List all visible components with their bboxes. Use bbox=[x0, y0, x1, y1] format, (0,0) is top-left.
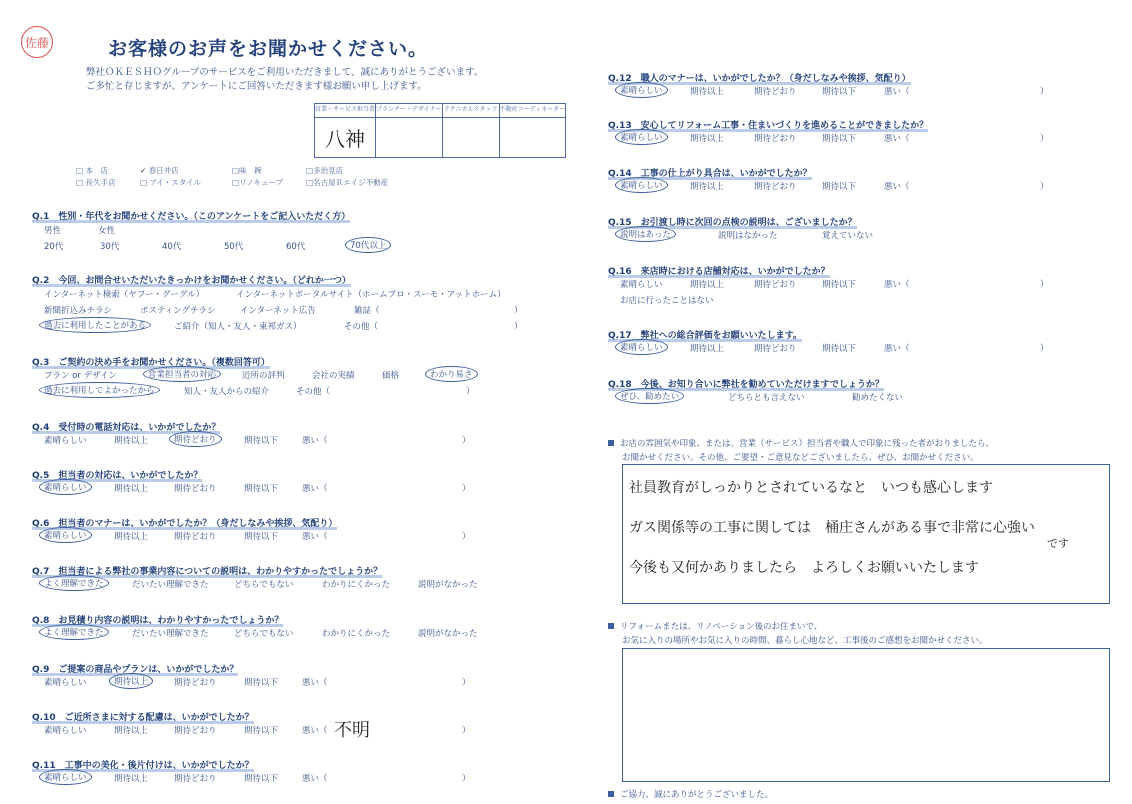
option-selected[interactable]: よく理解できた bbox=[39, 624, 109, 640]
option[interactable]: 知人・友人からの紹介 bbox=[184, 387, 270, 397]
option-close: ） bbox=[1040, 344, 1049, 354]
option[interactable]: わかりにくかった bbox=[322, 580, 391, 590]
question-q2 bbox=[32, 268, 572, 334]
option-close: ） bbox=[1040, 87, 1049, 97]
option-close: ） bbox=[514, 306, 523, 316]
option[interactable]: だいたい理解できた bbox=[132, 629, 209, 639]
question-text: Q.17 弊社への総合評価をお願いいたします。 bbox=[608, 328, 802, 342]
option[interactable]: だいたい理解できた bbox=[132, 580, 209, 590]
option-selected[interactable]: 素晴らしい bbox=[39, 479, 92, 495]
option[interactable]: 悪い（ bbox=[884, 87, 910, 97]
option[interactable]: 素晴らしい bbox=[620, 280, 663, 290]
option[interactable]: 期待以下 bbox=[244, 726, 279, 736]
question-q16 bbox=[608, 259, 1108, 309]
option[interactable]: 期待どおり bbox=[174, 774, 217, 784]
footer-thanks: ご協力、誠にありがとうございました。 bbox=[608, 788, 773, 800]
option[interactable]: どちらとも言えない bbox=[728, 393, 805, 403]
question-text: Q.4 受付時の電話対応は、いかがでしたか？ bbox=[32, 420, 220, 434]
option[interactable]: 近所の評判 bbox=[242, 371, 285, 381]
option[interactable]: 40代 bbox=[162, 242, 182, 252]
option-close: ） bbox=[1040, 280, 1049, 290]
option[interactable]: 期待以上 bbox=[690, 134, 725, 144]
option[interactable]: 期待以下 bbox=[822, 87, 857, 97]
question-text: Q.3 ご契約の決め手をお聞かせください。（複数回答可） bbox=[32, 355, 270, 369]
option-selected[interactable]: 素晴らしい bbox=[615, 339, 668, 355]
option[interactable]: 期待どおり bbox=[754, 280, 797, 290]
option[interactable]: どちらでもない bbox=[234, 580, 294, 590]
question-q5 bbox=[32, 463, 572, 499]
staff-cell bbox=[499, 118, 566, 158]
option-selected[interactable]: 営業担当者の対応 bbox=[143, 366, 221, 382]
option[interactable]: 説明がなかった bbox=[418, 629, 478, 639]
option-selected[interactable]: 素晴らしい bbox=[615, 129, 668, 145]
question-text: Q.14 工事の仕上がり具合は、いかがでしたか？ bbox=[608, 166, 812, 180]
option[interactable]: 期待以下 bbox=[822, 134, 857, 144]
option[interactable]: 勧めたくない bbox=[852, 393, 904, 403]
staff-cell bbox=[376, 118, 443, 158]
option[interactable]: 新聞折込みチラシ bbox=[44, 306, 113, 316]
staff-header: 営業・サービス担当者 bbox=[315, 104, 376, 118]
question-text: Q.10 ご近所さまに対する配慮は、いかがでしたか？ bbox=[32, 710, 254, 724]
option[interactable]: 期待以下 bbox=[244, 678, 279, 688]
question-text: Q.11 工事中の美化・後片付けは、いかがでしたか？ bbox=[32, 758, 254, 772]
staff-header: 不動産コーディネーター bbox=[499, 104, 566, 118]
option-close: ） bbox=[462, 436, 471, 446]
option[interactable]: 悪い（ bbox=[302, 774, 328, 784]
option[interactable]: 男性 bbox=[44, 226, 62, 236]
page-title: お客様のお声をお聞かせください。 bbox=[108, 38, 429, 60]
question-q9 bbox=[32, 657, 572, 693]
option[interactable]: 期待以下 bbox=[244, 774, 279, 784]
option-selected[interactable]: 期待どおり bbox=[169, 431, 222, 447]
option[interactable]: 説明はなかった bbox=[718, 231, 778, 241]
option[interactable]: インターネット検索（ヤフー・グーグル） bbox=[44, 290, 205, 300]
question-text: Q.5 担当者の対応は、いかがでしたか？ bbox=[32, 468, 202, 482]
option-close: ） bbox=[462, 726, 471, 736]
option[interactable]: 期待どおり bbox=[754, 344, 797, 354]
question-text: Q.1 性別・年代をお聞かせください。（このアンケートをご記入いただく方） bbox=[32, 209, 350, 223]
question-text: Q.15 お引渡し時に次回の点検の説明は、ございましたか？ bbox=[608, 215, 857, 229]
option[interactable]: 期待以上 bbox=[690, 87, 725, 97]
option[interactable]: 期待以下 bbox=[244, 532, 279, 542]
comment-prompt-1: お店の雰囲気や印象、または、営業（サービス）担当者や職人で印象に残った者がおりましたら、 bbox=[608, 437, 994, 449]
question-q7 bbox=[32, 559, 572, 595]
question-q8 bbox=[32, 608, 572, 644]
option-close: ） bbox=[514, 322, 523, 332]
option[interactable]: 期待以上 bbox=[690, 280, 725, 290]
question-q6 bbox=[32, 511, 572, 547]
option[interactable]: 悪い（ bbox=[302, 678, 328, 688]
option-selected[interactable]: 素晴らしい bbox=[39, 527, 92, 543]
option[interactable]: 期待以下 bbox=[822, 344, 857, 354]
question-text: Q.6 担当者のマナーは、いかがでしたか？（身だしなみや挨拶、気配り） bbox=[32, 516, 337, 530]
option[interactable]: その他（ bbox=[344, 322, 379, 332]
option[interactable]: 説明がなかった bbox=[418, 580, 478, 590]
seal-stamp: 佐藤 bbox=[21, 26, 53, 58]
question-q4 bbox=[32, 415, 572, 451]
option[interactable]: 60代 bbox=[286, 242, 306, 252]
comment-prompt-2b: お気に入りの場所やお気に入りの時間、暮らし心地など、工事後のご感想をお聞かせください。 bbox=[622, 636, 988, 646]
question-text: Q.16 来店時における店舗対応は、いかがでしたか？ bbox=[608, 264, 830, 278]
staff-header: プランナー・デザイナー bbox=[376, 104, 443, 118]
option[interactable]: ポスティングチラシ bbox=[140, 306, 216, 316]
option[interactable]: 素晴らしい bbox=[44, 436, 87, 446]
staff-header: テクニカルスタッフ bbox=[442, 104, 499, 118]
option[interactable]: 雑誌（ bbox=[354, 306, 380, 316]
option[interactable]: 期待以上 bbox=[114, 436, 149, 446]
intro-line-2: ご多忙と存じますが、アンケートにご回答いただきます様お願い申し上げます。 bbox=[86, 81, 427, 92]
question-text: Q.2 今回、お問合せいただいたきっかけをお聞かせください。（どれか一つ） bbox=[32, 273, 351, 287]
option[interactable]: 女性 bbox=[98, 226, 116, 236]
option-close: ） bbox=[462, 532, 471, 542]
option-selected[interactable]: 素晴らしい bbox=[615, 177, 668, 193]
option[interactable]: 期待どおり bbox=[754, 87, 797, 97]
option[interactable]: 素晴らしい bbox=[44, 726, 87, 736]
option[interactable]: 覚えていない bbox=[822, 231, 874, 241]
question-q11 bbox=[32, 753, 572, 789]
option[interactable]: 悪い（ bbox=[302, 484, 328, 494]
option-selected[interactable]: よく理解できた bbox=[39, 575, 109, 591]
comment-prompt-2: リフォームまたは、リノベーション後のお住まいで、 bbox=[608, 620, 822, 632]
option[interactable]: どちらでもない bbox=[234, 629, 294, 639]
question-q17 bbox=[608, 323, 1108, 359]
option-selected[interactable]: 70代以上 bbox=[345, 237, 391, 253]
option[interactable]: 期待以下 bbox=[244, 436, 279, 446]
option[interactable]: プラン or デザイン bbox=[44, 371, 118, 381]
bullet-icon bbox=[608, 791, 614, 797]
handwritten-comment-3: 今後も又何かありましたら よろしくお願いいたします bbox=[629, 560, 979, 576]
staff-handwritten-name: 八神 bbox=[315, 118, 376, 158]
option[interactable]: 期待以下 bbox=[244, 484, 279, 494]
option[interactable]: 期待以上 bbox=[114, 532, 149, 542]
question-q13 bbox=[608, 113, 1108, 149]
question-q14 bbox=[608, 161, 1108, 197]
option[interactable]: 悪い（ bbox=[302, 436, 328, 446]
option[interactable]: 期待以上 bbox=[690, 182, 725, 192]
option[interactable]: 悪い（ bbox=[884, 344, 910, 354]
option[interactable]: 悪い（ bbox=[884, 134, 910, 144]
option[interactable]: 期待どおり bbox=[174, 532, 217, 542]
option[interactable]: 50代 bbox=[224, 242, 244, 252]
option[interactable]: 期待どおり bbox=[754, 182, 797, 192]
option[interactable]: 期待どおり bbox=[754, 134, 797, 144]
option[interactable]: 会社の実績 bbox=[312, 371, 355, 381]
question-text: Q.7 担当者による弊社の事業内容についての説明は、わかりやすかったでしょうか？ bbox=[32, 564, 382, 578]
staff-table bbox=[314, 103, 566, 158]
handwritten-answer: 不明 bbox=[334, 720, 370, 741]
option[interactable]: 30代 bbox=[100, 242, 120, 252]
handwritten-comment-2: ガス関係等の工事に関しては 桶庄さんがある事で非常に心強い bbox=[629, 520, 1035, 536]
question-text: Q.12 職人のマナーは、いかがでしたか？（身だしなみや挨拶、気配り） bbox=[608, 71, 911, 85]
option[interactable]: 悪い（ bbox=[302, 532, 328, 542]
question-text: Q.18 今後、お知り合いに弊社を勧めていただけますでしょうか？ bbox=[608, 377, 884, 391]
question-q18 bbox=[608, 372, 1108, 408]
option[interactable]: 20代 bbox=[44, 242, 64, 252]
option-selected[interactable]: 素晴らしい bbox=[39, 769, 92, 785]
question-q15 bbox=[608, 210, 1108, 246]
option[interactable]: わかりにくかった bbox=[322, 629, 391, 639]
option[interactable]: 期待以上 bbox=[114, 726, 149, 736]
option-selected[interactable]: 過去に利用したことがある bbox=[39, 317, 151, 333]
option[interactable]: 期待以上 bbox=[114, 484, 149, 494]
option-selected[interactable]: 期待以上 bbox=[109, 673, 153, 689]
staff-cell bbox=[442, 118, 499, 158]
option[interactable]: 素晴らしい bbox=[44, 678, 87, 688]
option[interactable]: 悪い（ bbox=[302, 726, 328, 736]
option[interactable]: その他（ bbox=[296, 387, 331, 397]
option-close: ） bbox=[466, 387, 475, 397]
option-close: ） bbox=[462, 774, 471, 784]
intro-line-1: 弊社ＯＫＥＳＨＯグループのサービスをご利用いただきまして、誠にありがとうございます。 bbox=[86, 67, 484, 78]
option[interactable]: 価格 bbox=[382, 371, 400, 381]
option[interactable]: 悪い（ bbox=[884, 182, 910, 192]
option[interactable]: 期待以上 bbox=[114, 774, 149, 784]
option-close: ） bbox=[1040, 134, 1049, 144]
option[interactable]: お店に行ったことはない bbox=[620, 296, 714, 306]
option[interactable]: 期待どおり bbox=[174, 484, 217, 494]
option[interactable]: 期待以下 bbox=[822, 182, 857, 192]
handwritten-comment-2b: です bbox=[1047, 537, 1069, 550]
option[interactable]: 期待以上 bbox=[690, 344, 725, 354]
option[interactable]: インターネットポータルサイト（ホームプロ・スーモ・アットホーム） bbox=[236, 290, 506, 300]
handwritten-comment-1: 社員教育がしっかりとされているなと いつも感心します bbox=[629, 480, 993, 496]
question-text: Q.13 安心してリフォーム工事・住まいづくりを進めることができましたか？ bbox=[608, 118, 928, 132]
comment-box-2[interactable] bbox=[622, 648, 1110, 782]
question-text: Q.9 ご提案の商品やプランは、いかがでしたか？ bbox=[32, 662, 238, 676]
question-q12 bbox=[608, 66, 1108, 102]
option-selected[interactable]: わかり易さ bbox=[425, 366, 478, 382]
option-selected[interactable]: 過去に利用してよかったから bbox=[39, 382, 160, 398]
comment-box-1[interactable] bbox=[622, 464, 1110, 604]
question-q1 bbox=[32, 204, 572, 254]
bullet-icon bbox=[608, 440, 614, 446]
option-selected[interactable]: 素晴らしい bbox=[615, 82, 668, 98]
option[interactable]: 悪い（ bbox=[884, 280, 910, 290]
option-close: ） bbox=[462, 484, 471, 494]
option[interactable]: インターネット広告 bbox=[240, 306, 316, 316]
option-close: ） bbox=[1040, 182, 1049, 192]
bullet-icon bbox=[608, 623, 614, 629]
option[interactable]: 期待以下 bbox=[822, 280, 857, 290]
option[interactable]: 期待どおり bbox=[174, 726, 217, 736]
option-close: ） bbox=[462, 678, 471, 688]
option[interactable]: ご紹介（知人・友人・東邦ガス） bbox=[174, 322, 302, 332]
comment-prompt-1b: お聞かせください。その他、ご要望・ご意見などございましたら、ぜひ、お聞かせください。 bbox=[622, 453, 979, 463]
option-selected[interactable]: 説明はあった bbox=[615, 226, 676, 242]
question-text: Q.8 お見積り内容の説明は、わかりやすかったでしょうか？ bbox=[32, 613, 283, 627]
option-selected[interactable]: ぜひ、勧めたい bbox=[615, 388, 684, 404]
option[interactable]: 期待どおり bbox=[174, 678, 217, 688]
question-q3 bbox=[32, 350, 572, 400]
question-q10 bbox=[32, 705, 572, 741]
